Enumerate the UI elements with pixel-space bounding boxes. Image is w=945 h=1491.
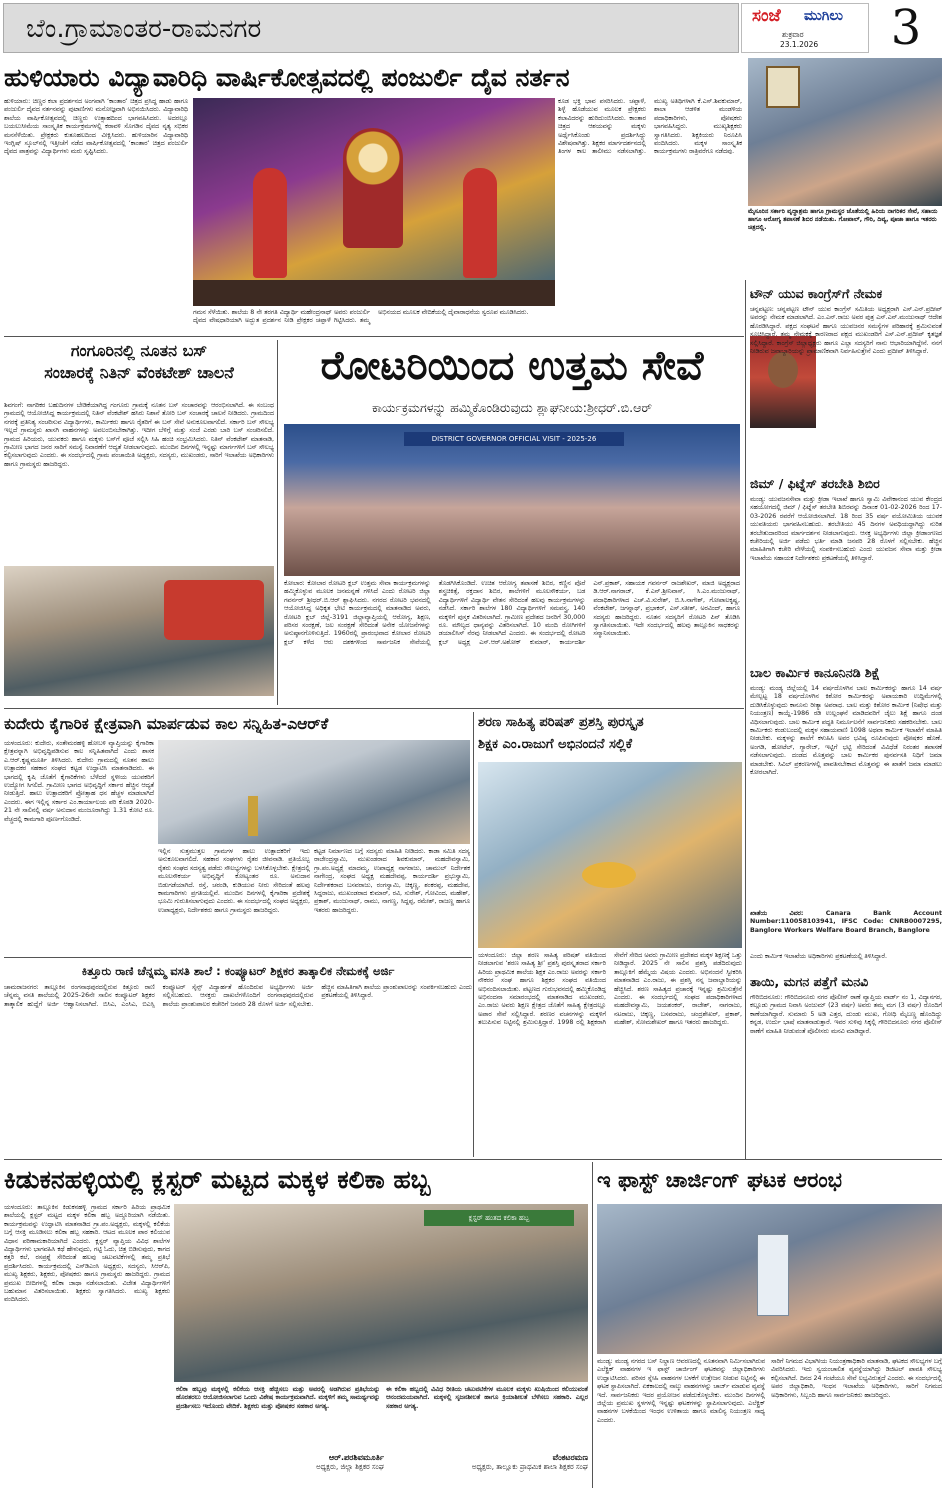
- story7-headline: ಕಿಡುಕನಹಳ್ಳಿಯಲ್ಲಿ ಕ್ಲಸ್ಟರ್ ಮಟ್ಟದ ಮಕ್ಕಳ ಕಲಿಕಾ ಹಬ್ಬ: [4, 1165, 431, 1194]
- paper-day: ಶುಕ್ರವಾರ: [782, 30, 804, 39]
- story7-quote2: ಈ ಕಲಿಕಾ ಹಬ್ಬದಲ್ಲಿ ವಿವಿಧ ರೀತಿಯ ಚಟುವಟಿಕೆಗಳ ಮೂಲಕ ಮಕ್ಕಳು ಖುಷಿಯಿಂದ ಕಲಿಯುವಂತೆ ಆನಂದಮಯವಾಗಿದೆ. ಮಕ್ಕಳಲ್ಲಿ ಸೃಜನಶೀಲತೆ ಹಾಗೂ ಕ್ರಿಯಾಶೀಲತೆ ಬೆಳೆಸಲು ಸಹಕಾರಿ. ಎಲ್ಲರ ಸಹಕಾರ ಅಗತ್ಯ.: [386, 1386, 588, 1410]
- story7-text: ಯಳಂದೂರು: ತಾಲ್ಲೂಕಿನ ಕಿಡುಕನಹಳ್ಳಿ ಗ್ರಾಮದ ಸರ್ಕಾರಿ ಹಿರಿಯ ಪ್ರಾಥಮಿಕ ಶಾಲೆಯಲ್ಲಿ ಕ್ಲಸ್ಟರ್ ಮಟ್ಟದ ಮಕ್ಕಳ ಕಲಿಕಾ ಹಬ್ಬ ಅದ್ದೂರಿಯಾಗಿ ನಡೆಯಿತು. ಕಾರ್ಯಕ್ರಮವನ್ನು ಉದ್ಘಾಟಿಸಿ ಮಾತನಾಡಿದ ಗ್ರಾ.ಪಂ.ಅಧ್ಯಕ್ಷರು, ಮಕ್ಕಳಲ್ಲಿ ಕಲಿಕೆಯ ಬಗ್ಗೆ ಆಸಕ್ತಿ ಮೂಡಿಸಲು ಕಲಿಕಾ ಹಬ್ಬ ಸಹಕಾರಿ. ಆಟದ ಮೂಲಕ ಪಾಠ ಕಲಿಯುವ ವಿಧಾನ ಪರಿಣಾಮಕಾರಿಯಾಗಿದೆ ಎಂದರು. ಕ್ಲಸ್ಟರ್ ವ್ಯಾಪ್ತಿಯ ವಿವಿಧ ಶಾಲೆಗಳ ವಿದ್ಯಾರ್ಥಿಗಳು ಭಾಗವಹಿಸಿ ಕಥೆ ಹೇಳುವುದು, ಗಟ್ಟಿ ಓದು, ಚಿತ್ರ ಬಿಡಿಸುವುದು, ಕಾಗದ ಕತ್ತರಿ ಕಲೆ, ರಸಪ್ರಶ್ನೆ ಸೇರಿದಂತೆ ಹಲವು ಚಟುವಟಿಕೆಗಳಲ್ಲಿ ತಮ್ಮ ಪ್ರತಿಭೆ ಪ್ರದರ್ಶಿಸಿದರು. ಕಾರ್ಯಕ್ರಮದಲ್ಲಿ ಎಸ್‌ಡಿಎಂಸಿ ಅಧ್ಯಕ್ಷರು, ಸದಸ್ಯರು, ಸಿಆರ್‌ಪಿ, ಮುಖ್ಯ ಶಿಕ್ಷಕರು, ಶಿಕ್ಷಕರು, ಪೋಷಕರು ಹಾಗೂ ಗ್ರಾಮಸ್ಥರು ಹಾಜರಿದ್ದರು. ಗ್ರಾಮದ ಪ್ರಮುಖ ಬೀದಿಗಳಲ್ಲಿ ಕಲಿಕಾ ಜಾಥಾ ನಡೆಸಲಾಯಿತು. ವಿಜೇತ ವಿದ್ಯಾರ್ಥಿಗಳಿಗೆ ಬಹುಮಾನ ವಿತರಿಸಲಾಯಿತು. ಶಿಕ್ಷಕರು ಸ್ವಾಗತಿಸಿದರು. ಮುಖ್ಯ ಶಿಕ್ಷಕರು ವಂದಿಸಿದರು.: [4, 1204, 170, 1304]
- story5-headline-line2: ಶಿಕ್ಷಕ ಎಂ.ರಾಜುಗೆ ಅಭಿನಂದನೆ ಸಲ್ಲಿಕೆ: [478, 737, 633, 752]
- brief3-text: ಮಂಡ್ಯ: ಮಂಡ್ಯ ಜಿಲ್ಲೆಯಲ್ಲಿ 14 ವರ್ಷದೊಳಗಿನ ಬಾಲ ಕಾರ್ಮಿಕರನ್ನು ಹಾಗೂ 14 ವರ್ಷ ಮೇಲ್ಪಟ್ಟ 18 ವರ್ಷದೊಳಗಿನ ಕಿಶೋರ ಕಾರ್ಮಿಕರನ್ನು ಅಪಾಯಕಾರಿ ಉದ್ದಿಮೆಗಳಲ್ಲಿ ದುಡಿಸಿಕೊಳ್ಳುವುದು ಕಾನೂನು ರೀತ್ಯಾ ಅಪರಾಧ. ಬಾಲ ಮತ್ತು ಕಿಶೋರ ಕಾರ್ಮಿಕ (ನಿಷೇಧ ಮತ್ತು ನಿಯಂತ್ರಣ) ಕಾಯ್ದೆ-1986 ರಡಿ ಉಲ್ಲಂಘನೆ ಮಾಡಿದವರಿಗೆ ಜೈಲು ಶಿಕ್ಷೆ ಹಾಗೂ ದಂಡ ವಿಧಿಸಲಾಗುವುದು. ಬಾಲ ಕಾರ್ಮಿಕ ಪದ್ಧತಿ ನಿರ್ಮೂಲನೆಗೆ ಸಾರ್ವಜನಿಕರು ಸಹಕರಿಸಬೇಕು. ಬಾಲ ಕಾರ್ಮಿಕರು ಕಂಡುಬಂದಲ್ಲಿ ಮಕ್ಕಳ ಸಹಾಯವಾಣಿ 1098 ಅಥವಾ ಕಾರ್ಮಿಕ ಇಲಾಖೆಗೆ ಮಾಹಿತಿ ನೀಡಬೇಕು. ಮಕ್ಕಳನ್ನು ಶಾಲೆಗೆ ಕಳುಹಿಸಿ ಅವರ ಭವಿಷ್ಯ ರೂಪಿಸುವುದು ಪೋಷಕರ ಹೊಣೆ. ಅಂಗಡಿ, ಹೋಟೆಲ್, ಗ್ಯಾರೇಜ್, ಇಟ್ಟಿಗೆ ಭಟ್ಟಿ ಸೇರಿದಂತೆ ವಿವಿಧೆಡೆ ನಿರಂತರ ತಪಾಸಣೆ ನಡೆಸಲಾಗುವುದು. ದಂಡದ ಮೊತ್ತವನ್ನು ಬಾಲ ಕಾರ್ಮಿಕರ ಪುನರ್ವಸತಿ ನಿಧಿಗೆ ಜಮಾ ಮಾಡಬೇಕು. ಸಿವಿಲ್ ಪ್ರಕರಣಗಳಲ್ಲಿ ಪಾವತಿಸಬೇಕಾದ ಮೊತ್ತವನ್ನು ಈ ಖಾತೆಗೆ ಜಮಾ ಮಾಡಲು ಕೋರಲಾಗಿದೆ.: [750, 685, 942, 777]
- divider-col-rotary: [277, 340, 278, 705]
- story1-dance-photo: [193, 98, 555, 306]
- divider-col-sharana: [473, 712, 474, 1157]
- quote1-role: ಅಧ್ಯಕ್ಷರು, ಜಿಲ್ಲಾ ಶಿಕ್ಷಕರ ಸಂಘ: [316, 1463, 384, 1471]
- divider-row2: [4, 708, 744, 709]
- story7-quote1-author: [270, 1452, 384, 1488]
- story3-rotary-photo: [284, 424, 740, 576]
- story4-right-text: ಕಟ್ಟಡ ನಿರ್ಮಾಣದ ಬಗ್ಗೆ ಸದಸ್ಯರು ಮಾಹಿತಿ ನೀಡಿದರು. ಕಾಡಾ ಸಮಿತಿ ಸದಸ್ಯ ರಾಜೇಂದ್ರಸ್ವಾಮಿ, ಮುಖಂಡರಾದ ಶಿವಕುಮಾರ್, ಮಹದೇವಸ್ವಾಮಿ, ಗ್ರಾ.ಪಂ.ಅಧ್ಯಕ್ಷೆ ಮಾದಮ್ಮ, ಉಪಾಧ್ಯಕ್ಷ ನಾಗರಾಜು, ಚಾಮುಲ್ ನಿರ್ದೇಶಕ ನಾಗೇಂದ್ರ, ಸಂಘದ ಅಧ್ಯಕ್ಷ ಮಹದೇವಪ್ಪ, ಕಾರ್ಯದರ್ಶಿ ಪ್ರಭುಸ್ವಾಮಿ, ನಿರ್ದೇಶಕರಾದ ಬಸವರಾಜು, ರಂಗಸ್ವಾಮಿ, ಚಿಕ್ಕಣ್ಣ, ಶಂಕರಪ್ಪ, ಮಹದೇವ, ಸಿದ್ದರಾಜು, ಮುಖಂಡರಾದ ಕುಮಾರ್, ರವಿ, ಸುರೇಶ್, ಗೋವಿಂದ, ಮಹೇಶ್, ಪ್ರಕಾಶ್, ಮಂಜುನಾಥ್, ರಾಮು, ನಾಗಣ್ಣ, ಸಿದ್ದಪ್ಪ, ರಮೇಶ್, ರಾಜಣ್ಣ ಹಾಗೂ ಇತರರು ಹಾಜರಿದ್ದರು.: [314, 848, 470, 914]
- garland-icon: [582, 862, 636, 888]
- story2-text: ಶಿವಗಂಗೆ: ನಾಗರಿಕರ ಬಹುದಿನಗಳ ಬೇಡಿಕೆಯಾಗಿದ್ದ ಗಂಗೂರು ಗ್ರಾಮಕ್ಕೆ ನೂತನ ಬಸ್ ಸಂಚಾರವನ್ನು ಆರಂಭಿಸಲಾಗಿದೆ. ಈ ಸಂಬಂಧ ಗ್ರಾಮದಲ್ಲಿ ಆಯೋಜಿಸಿದ್ದ ಕಾರ್ಯಕ್ರಮದಲ್ಲಿ ನಿತಿನ್ ವೆಂಕಟೇಶ್ ಹಸಿರು ನಿಶಾನೆ ತೋರಿ ಬಸ್ ಸಂಚಾರಕ್ಕೆ ಚಾಲನೆ ನೀಡಿದರು. ಗ್ರಾಮದಿಂದ ನಗರಕ್ಕೆ ಪ್ರತಿನಿತ್ಯ ಸಂಚರಿಸುವ ವಿದ್ಯಾರ್ಥಿಗಳು, ಕಾರ್ಮಿಕರು ಹಾಗೂ ರೈತರಿಗೆ ಈ ಬಸ್ ಸೇವೆ ಅನುಕೂಲವಾಗಲಿದೆ. ಸರ್ಕಾರಿ ಬಸ್ ಸೌಲಭ್ಯ ಇಲ್ಲದೆ ಗ್ರಾಮಸ್ಥರು ಖಾಸಗಿ ವಾಹನಗಳನ್ನು ಅವಲಂಬಿಸಬೇಕಾಗಿತ್ತು. ಇದೀಗ ಬೆಳಿಗ್ಗೆ ಮತ್ತು ಸಂಜೆ ಎರಡು ಬಾರಿ ಬಸ್ ಸಂಚರಿಸಲಿದೆ. ಗ್ರಾಮದ ಹಿರಿಯರು, ಯುವಕರು ಹಾಗೂ ಮಕ್ಕಳು ಬಸ್‌ಗೆ ಪೂಜೆ ಸಲ್ಲಿಸಿ ಸಿಹಿ ಹಂಚಿ ಸಂಭ್ರಮಿಸಿದರು. ನಿತಿನ್ ವೆಂಕಟೇಶ್ ಮಾತನಾಡಿ, ಗ್ರಾಮೀಣ ಭಾಗದ ಜನರ ಸಾರಿಗೆ ಸಮಸ್ಯೆ ನಿವಾರಣೆಗೆ ಆದ್ಯತೆ ನೀಡಲಾಗುವುದು. ಮುಂದಿನ ದಿನಗಳಲ್ಲಿ ಇನ್ನಷ್ಟು ಮಾರ್ಗಗಳಿಗೆ ಬಸ್ ಸೌಲಭ್ಯ ಕಲ್ಪಿಸಲಾಗುವುದು ಎಂದರು. ಈ ಸಂದರ್ಭದಲ್ಲಿ ಗ್ರಾಮ ಪಂಚಾಯಿತಿ ಅಧ್ಯಕ್ಷರು, ಸದಸ್ಯರು, ಮುಖಂಡರು, ಸಾರಿಗೆ ಇಲಾಖೆಯ ಅಧಿಕಾರಿಗಳು ಹಾಗೂ ಗ್ರಾಮಸ್ಥರು ಹಾಜರಿದ್ದರು.: [4, 402, 274, 468]
- charging-station-icon: [757, 1234, 789, 1316]
- page-number: 3: [890, 0, 922, 56]
- stage-floor: [193, 280, 555, 306]
- story8-charging-photo: [597, 1204, 942, 1354]
- brief1-text: ಚನ್ನಪಟ್ಟಣ: ಚನ್ನಪಟ್ಟಣ ಟೌನ್ ಯುವ ಕಾಂಗ್ರೆಸ್ ಸಮಿತಿಯ ಅಧ್ಯಕ್ಷರಾಗಿ ಎಸ್.ಎನ್.ಪ್ರದೀಪ್ ಅವರನ್ನು ನೇಮಕ ಮಾಡಲಾಗಿದೆ. ಎಂ.ಎನ್.ರಾಜು ಅವರ ಪುತ್ರ ಎಸ್.ಎನ್.ಮಂಜುನಾಥ್ ಆದೇಶ ಹೊರಡಿಸಿದ್ದಾರೆ. ಪಕ್ಷದ ಸಂಘಟನೆ ಹಾಗೂ ಯುವಜನರ ಸಮಸ್ಯೆಗಳ ಪರಿಹಾರಕ್ಕೆ ಶ್ರಮಿಸುವಂತೆ ಸೂಚಿಸಿದ್ದಾರೆ. ತಮ್ಮ ನೇಮಕಕ್ಕೆ ಕಾರಣರಾದ ಪಕ್ಷದ ಮುಖಂಡರಿಗೆ ಎಸ್.ಎನ್.ಪ್ರದೀಪ್ ಕೃತಜ್ಞತೆ ಸಲ್ಲಿಸಿದ್ದಾರೆ. ಕಾಂಗ್ರೆಸ್ ಜಿಲ್ಲಾಧ್ಯಕ್ಷರು ಹಾಗೂ ಎಲ್ಲಾ ಸದಸ್ಯರಿಗೆ ನಾನು ಆಭಾರಿಯಾಗಿದ್ದೇನೆ. ನನಗೆ ನೀಡಿರುವ ಜವಾಬ್ದಾರಿಯನ್ನು ಪ್ರಾಮಾಣಿಕವಾಗಿ ನಿರ್ವಹಿಸುತ್ತೇನೆ ಎಂದು ಪ್ರದೀಪ್ ತಿಳಿಸಿದ್ದಾರೆ.: [750, 306, 942, 356]
- story2-headline-line2: ಸಂಚಾರಕ್ಕೆ ನಿತಿನ್ ವೆಂಕಟೇಶ್ ಚಾಲನೆ: [44, 363, 234, 382]
- brief3-text-end: ಎಂದು ಕಾರ್ಮಿಕ ಇಲಾಖೆಯ ಅಧಿಕಾರಿಗಳು ಪ್ರಕಟಣೆಯಲ್ಲಿ ತಿಳಿಸಿದ್ದಾರೆ.: [750, 953, 887, 960]
- divider-col-ev: [592, 1162, 593, 1488]
- story2-headline: [4, 340, 274, 400]
- paper-name-mugilu: ಮುಗಿಲು: [804, 8, 843, 24]
- story2-bus-photo: [4, 566, 274, 696]
- brief2-text: ಮಂಡ್ಯ: ಯುವಜನಸೇವಾ ಮತ್ತು ಕ್ರೀಡಾ ಇಲಾಖೆ ಹಾಗೂ ಸ್ವಾಮಿ ವಿವೇಕಾನಂದ ಯುವ ಕೇಂದ್ರದ ಸಹಯೋಗದಲ್ಲಿ ಜಿಮ್ / ಫಿಟ್ನೆಸ್ ತರಬೇತಿ ಶಿಬಿರವನ್ನು ದಿನಾಂಕ 01-02-2026 ರಿಂದ 17-03-2026 ರವರೆಗೆ ಆಯೋಜಿಸಲಾಗಿದೆ. 18 ರಿಂದ 35 ವರ್ಷ ವಯೋಮಿತಿಯ ಯುವಕ ಯುವತಿಯರು ಭಾಗವಹಿಸಬಹುದು. ತರಬೇತಿಯು 45 ದಿನಗಳ ಅವಧಿಯದ್ದಾಗಿದ್ದು ನುರಿತ ತರಬೇತುದಾರರಿಂದ ಮಾರ್ಗದರ್ಶನ ನೀಡಲಾಗುವುದು. ಆಸಕ್ತ ಅಭ್ಯರ್ಥಿಗಳು ಜಿಲ್ಲಾ ಕ್ರೀಡಾಂಗಣದ ಕಚೇರಿಯಲ್ಲಿ ಅರ್ಜಿ ಪಡೆದು ಭರ್ತಿ ಮಾಡಿ ಜನವರಿ 28 ರೊಳಗೆ ಸಲ್ಲಿಸಬೇಕು. ಹೆಚ್ಚಿನ ಮಾಹಿತಿಗಾಗಿ ಕಚೇರಿ ವೇಳೆಯಲ್ಲಿ ಸಂಪರ್ಕಿಸಬಹುದು ಎಂದು ಯುವಜನ ಸೇವಾ ಮತ್ತು ಕ್ರೀಡಾ ಇಲಾಖೆಯ ಸಹಾಯಕ ನಿರ್ದೇಶಕರು ಪ್ರಕಟಣೆಯಲ್ಲಿ ತಿಳಿಸಿದ್ದಾರೆ.: [750, 496, 942, 562]
- lamp-icon: [248, 796, 258, 836]
- story5-headline-line1: ಶರಣ ಸಾಹಿತ್ಯ ಪರಿಷತ್ ಪ್ರಶಸ್ತಿ ಪುರಸ್ಕೃತ: [478, 715, 644, 730]
- brief2-headline: ಜಿಮ್ / ಫಿಟ್ನೆಸ್ ತರಬೇತಿ ಶಿಬಿರ: [750, 476, 880, 491]
- story6-headline: ಕಿತ್ತೂರು ರಾಣಿ ಚೆನ್ನಮ್ಮ ವಸತಿ ಶಾಲೆ : ಕಂಪ್ಯೂಟರ್ ಶಿಕ್ಷಕರ ತಾತ್ಕಾಲಿಕ ನೇಮಕಕ್ಕೆ ಅರ್ಜಿ: [81, 964, 395, 978]
- story4-mid-text: ಇಲ್ಲಿನ ಸುತ್ತಮುತ್ತಲ ಗ್ರಾಮಗಳ ಹಾಲು ಉತ್ಪಾದಕರಿಗೆ ಇದು ಅನುಕೂಲವಾಗಲಿದೆ. ಸಹಕಾರ ಸಂಘಗಳು ರೈತರ ಜೀವನಾಡಿ. ಪ್ರತಿಯೊಬ್ಬ ರೈತರು ಸಂಘದ ಸದಸ್ಯತ್ವ ಪಡೆದು ಸೌಲಭ್ಯಗಳನ್ನು ಬಳಸಿಕೊಳ್ಳಬೇಕು. ಕ್ಷೇತ್ರದಲ್ಲಿ ಮೂಲಸೌಕರ್ಯ ಅಭಿವೃದ್ಧಿಗೆ ಕೋಟ್ಯಂತರ ರೂ. ಅನುದಾನ ಬಿಡುಗಡೆಯಾಗಿದೆ. ರಸ್ತೆ, ಚರಂಡಿ, ಕುಡಿಯುವ ನೀರು ಸೇರಿದಂತೆ ಹಲವು ಕಾಮಗಾರಿಗಳು ಪ್ರಗತಿಯಲ್ಲಿವೆ. ಮುಂದಿನ ದಿನಗಳಲ್ಲಿ ಕೈಗಾರಿಕಾ ಪ್ರದೇಶಕ್ಕೆ ಭೂಮಿ ಗುರುತಿಸಲಾಗುವುದು ಎಂದರು. ಈ ಸಂದರ್ಭದಲ್ಲಿ ಸಂಘದ ಅಧ್ಯಕ್ಷರು, ಉಪಾಧ್ಯಕ್ಷರು, ನಿರ್ದೇಶಕರು ಹಾಗೂ ಗ್ರಾಮಸ್ಥರು ಹಾಜರಿದ್ದರು.: [158, 848, 310, 914]
- masthead-logo: [741, 3, 869, 53]
- portrait-frame-icon: [766, 66, 800, 108]
- story4-inauguration-photo: [158, 740, 470, 844]
- divider-row4: [4, 1159, 942, 1160]
- story3-headline: ರೋಟರಿಯಿಂದ ಉತ್ತಮ ಸೇವೆ: [320, 343, 704, 389]
- quote2-role: ಅಧ್ಯಕ್ಷರು, ತಾಲ್ಲೂಕು ಪ್ರಾಥಮಿಕ ಶಾಲಾ ಶಿಕ್ಷಕರ ಸಂಘ: [471, 1463, 588, 1471]
- story5-headline: [478, 712, 742, 760]
- story7-children-photo: [174, 1204, 588, 1382]
- story8-right-text: ಸಾರಿಗೆ ನಿಗಮದ ವಿಭಾಗೀಯ ನಿಯಂತ್ರಣಾಧಿಕಾರಿ ಮಾತನಾಡಿ, ಘಟಕದ ಸೌಲಭ್ಯಗಳ ಬಗ್ಗೆ ವಿವರಿಸಿದರು. ಇದು ಸ್ವಯಂಚಾಲಿತ ವ್ಯವಸ್ಥೆಯಾಗಿದ್ದು ಡಿಜಿಟಲ್ ಪಾವತಿ ಸೌಲಭ್ಯ ಕಲ್ಪಿಸಲಾಗಿದೆ. ದಿನದ 24 ಗಂಟೆಯೂ ಸೇವೆ ಲಭ್ಯವಿರುತ್ತದೆ ಎಂದರು. ಈ ಸಂದರ್ಭದಲ್ಲಿ ಅಪರ ಜಿಲ್ಲಾಧಿಕಾರಿ, ಇಂಧನ ಇಲಾಖೆಯ ಅಧಿಕಾರಿಗಳು, ಸಾರಿಗೆ ನಿಗಮದ ಅಧಿಕಾರಿಗಳು, ಸಿಬ್ಬಂದಿ ಹಾಗೂ ಸಾರ್ವಜನಿಕರು ಹಾಜರಿದ್ದರು.: [771, 1358, 942, 1399]
- story5-text: ಯಳಂದೂರು: ಜಿಲ್ಲಾ ಶರಣ ಸಾಹಿತ್ಯ ಪರಿಷತ್ ವತಿಯಿಂದ ನೀಡಲಾಗುವ ‘ಶರಣ ಸಾಹಿತ್ಯ ಶ್ರೀ’ ಪ್ರಶಸ್ತಿ ಪುರಸ್ಕೃತರಾದ ಸರ್ಕಾರಿ ಹಿರಿಯ ಪ್ರಾಥಮಿಕ ಶಾಲೆಯ ಶಿಕ್ಷಕ ಎಂ.ರಾಜು ಅವರನ್ನು ಸರ್ಕಾರಿ ನೌಕರರ ಸಂಘ ಹಾಗೂ ಶಿಕ್ಷಕರ ಸಂಘದ ವತಿಯಿಂದ ಅಭಿನಂದಿಸಲಾಯಿತು. ಪಟ್ಟಣದ ಗುರುಭವನದಲ್ಲಿ ಹಮ್ಮಿಕೊಂಡಿದ್ದ ಅಭಿನಂದನಾ ಸಮಾರಂಭದಲ್ಲಿ ಮಾತನಾಡಿದ ಮುಖಂಡರು, ಎಂ.ರಾಜು ಅವರು ಶಿಕ್ಷಣ ಕ್ಷೇತ್ರದ ಜೊತೆಗೆ ಸಾಹಿತ್ಯ ಕ್ಷೇತ್ರದಲ್ಲೂ ಅಪಾರ ಸೇವೆ ಸಲ್ಲಿಸಿದ್ದಾರೆ. ಶರಣರ ವಚನಗಳನ್ನು ಮಕ್ಕಳಿಗೆ ತಲುಪಿಸುವ ನಿಟ್ಟಿನಲ್ಲಿ ಶ್ರಮಿಸುತ್ತಿದ್ದಾರೆ. 1998 ರಲ್ಲಿ ಶಿಕ್ಷಕರಾಗಿ ಸೇವೆಗೆ ಸೇರಿದ ಅವರು ಗ್ರಾಮೀಣ ಪ್ರದೇಶದ ಮಕ್ಕಳ ಶಿಕ್ಷಣಕ್ಕೆ ಒತ್ತು ನೀಡಿದ್ದಾರೆ. 2025 ನೇ ಸಾಲಿನ ಪ್ರಶಸ್ತಿ ಪಡೆದಿರುವುದು ತಾಲ್ಲೂಕಿಗೆ ಹೆಮ್ಮೆಯ ವಿಷಯ ಎಂದರು. ಅಭಿನಂದನೆ ಸ್ವೀಕರಿಸಿ ಮಾತನಾಡಿದ ಎಂ.ರಾಜು, ಈ ಪ್ರಶಸ್ತಿ ನನ್ನ ಜವಾಬ್ದಾರಿಯನ್ನು ಹೆಚ್ಚಿಸಿದೆ. ಶರಣ ಸಾಹಿತ್ಯದ ಪ್ರಚಾರಕ್ಕೆ ಇನ್ನಷ್ಟು ಶ್ರಮಿಸುತ್ತೇನೆ ಎಂದರು. ಈ ಸಂದರ್ಭದಲ್ಲಿ ಸಂಘದ ಪದಾಧಿಕಾರಿಗಳಾದ ಮಹದೇವಸ್ವಾಮಿ, ಜಯಶಂಕರ್, ರಾಜೇಶ್, ನಾಗರಾಜು, ನಟರಾಜು, ಚಿಕ್ಕಣ್ಣ, ಬಸವರಾಜು, ಚಂದ್ರಶೇಖರ್, ಪ್ರಕಾಶ್, ಮಹೇಶ್, ಸೋಮಶೇಖರ್ ಹಾಗೂ ಇತರರು ಹಾಜರಿದ್ದರು.: [478, 952, 742, 1027]
- story1-left-text: ಹುಳಿಯಾರು: ಚಿಣ್ಣರ ಕಲಾ ಪ್ರದರ್ಶನದ ಅಂಗವಾಗಿ ‘ಕಾಂತಾರ’ ಚಿತ್ರದ ಪ್ರಸಿದ್ಧ ಹಾಡು ಹಾಗೂ ಪಂಜುರ್ಲಿ ದೈವದ ನರ್ತನವನ್ನು ಪುಟಾಣಿಗಳು ಮನೋಜ್ಞವಾಗಿ ಅಭಿನಯಿಸಿದರು. ವಿದ್ಯಾವಾರಿಧಿ ಶಾಲೆಯ ವಾರ್ಷಿಕೋತ್ಸವದಲ್ಲಿ ಚಿಣ್ಣರು ಉತ್ಸಾಹದಿಂದ ಭಾಗವಹಿಸಿದರು. ಅದರಲ್ಲೂ ಬಯಲುಸೀಮೆಯ ಸಾಂಸ್ಕೃತಿಕ ಕಾರ್ಯಕ್ರಮಗಳಲ್ಲಿ ಕರಾವಳಿ ಸೊಗಡಿನ ದೈವದ ನೃತ್ಯ ಸಭಿಕರ ಮನಸೆಳೆಯಿತು. ಪ್ರೇಕ್ಷಕರು ಕುತೂಹಲದಿಂದ ವೀಕ್ಷಿಸಿದರು. ಹುಳಿಯಾರಿನ ವಿದ್ಯಾವಾರಿಧಿ ಇಂಗ್ಲಿಷ್ ಸ್ಕೂಲ್‌ನಲ್ಲಿ ಇತ್ತೀಚೆಗೆ ನಡೆದ ವಾರ್ಷಿಕೋತ್ಸವದಲ್ಲಿ ‘ಕಾಂತಾರ’ ಚಿತ್ರದ ಪಂಜುರ್ಲಿ ದೈವದ ಪಾತ್ರವನ್ನು ವಿದ್ಯಾರ್ಥಿಗಳು ಮರು ಸೃಷ್ಟಿಸಿದರು.: [4, 98, 188, 156]
- story7-quote2-author: [420, 1452, 588, 1488]
- brief1-headline: ಟೌನ್ ಯುವ ಕಾಂಗ್ರೆಸ್‌ಗೆ ನೇಮಕ: [750, 286, 883, 301]
- divider-row3: [4, 957, 472, 958]
- story3-subhead: ಕಾರ್ಯಕ್ರಮಗಳನ್ನು ಹಮ್ಮಿಕೊಂಡಿರುವುದು ಶ್ಲಾಘನೀಯ:ಶ್ರೀಧರ್.ಬಿ.ಆರ್: [372, 400, 652, 415]
- divider-sidebar: [745, 280, 746, 1160]
- paper-date: 23.1.2026: [780, 40, 819, 49]
- story6-text: ಚಾಮರಾಜನಗರ: ತಾಲ್ಲೂಕಿನ ರಂಗನಾಥಪುರದಲ್ಲಿರುವ ಕಿತ್ತೂರು ರಾಣಿ ಚೆನ್ನಮ್ಮ ವಸತಿ ಶಾಲೆಯಲ್ಲಿ 2025-26ನೇ ಸಾಲಿನ ಕಂಪ್ಯೂಟರ್ ಶಿಕ್ಷಕರ ತಾತ್ಕಾಲಿಕ ಹುದ್ದೆಗೆ ಅರ್ಜಿ ಆಹ್ವಾನಿಸಲಾಗಿದೆ. ಬಿಸಿಎ, ಎಂಸಿಎ, ಬಿಎಸ್ಸಿ ಕಂಪ್ಯೂಟರ್ ಸೈನ್ಸ್ ವಿದ್ಯಾರ್ಹತೆ ಹೊಂದಿರುವ ಅಭ್ಯರ್ಥಿಗಳು ಅರ್ಜಿ ಸಲ್ಲಿಸಬಹುದು. ಆಸಕ್ತರು ದಾಖಲೆಗಳೊಂದಿಗೆ ರಂಗನಾಥಪುರದಲ್ಲಿರುವ ಶಾಲೆಯ ಪ್ರಾಂಶುಪಾಲರ ಕಚೇರಿಗೆ ಜನವರಿ 28 ರೊಳಗೆ ಅರ್ಜಿ ಸಲ್ಲಿಸಬೇಕು. ಹೆಚ್ಚಿನ ಮಾಹಿತಿಗಾಗಿ ಶಾಲೆಯ ಪ್ರಾಂಶುಪಾಲರನ್ನು ಸಂಪರ್ಕಿಸಬಹುದು ಎಂದು ಪ್ರಕಟಣೆಯಲ್ಲಿ ತಿಳಿಸಿದ್ದಾರೆ.: [4, 984, 472, 1008]
- brief3-headline: ಬಾಲ ಕಾರ್ಮಿಕ ಕಾನೂನಿನಡಿ ಶಿಕ್ಷೆ: [750, 665, 880, 680]
- dancer-right-icon: [463, 168, 497, 278]
- event-banner: DISTRICT GOVERNOR OFFICIAL VISIT - 2025-26: [404, 432, 624, 446]
- story2-headline-line1: ಗಂಗೂರಿನಲ್ಲಿ ನೂತನ ಬಸ್: [70, 341, 208, 360]
- story1-under-photo-text: ಗಮನ ಸೆಳೆಯಿತು. ಶಾಲೆಯ 8 ನೇ ತರಗತಿ ವಿದ್ಯಾರ್ಥಿ ಮಹೇಂದ್ರನಾಥ್ ಅವರು ಪಂಜುರ್ಲಿ ದೈವದ ವೇಷಧಾರಿಯಾಗಿ ಅದ್ಭುತ ಪ್ರದರ್ಶನ ನೀಡಿ ಪ್ರೇಕ್ಷಕರ ಚಪ್ಪಾಳೆ ಗಿಟ್ಟಿಸಿದರು. ತಮ್ಮ ಅಭಿನಯದ ಮೂಲಕ ವೇದಿಕೆಯಲ್ಲಿ ದೈವಾರಾಧನೆಯ ಸ್ವರೂಪ ಮೂಡಿಸಿದರು.: [193, 309, 529, 325]
- story4-left-text: ಯಳಂದೂರು: ಕುದೇರು, ಸಂತೇಮರಹಳ್ಳಿ ಹೋಬಳಿ ವ್ಯಾಪ್ತಿಯನ್ನು ಕೈಗಾರಿಕಾ ಕ್ಷೇತ್ರವನ್ನಾಗಿ ಅಭಿವೃದ್ಧಿಪಡಿಸುವ ಕಾಲ ಸನ್ನಿಹಿತವಾಗಿದೆ ಎಂದು ಶಾಸಕ ಎ.ಆರ್.ಕೃಷ್ಣಮೂರ್ತಿ ತಿಳಿಸಿದರು. ಕುದೇರು ಗ್ರಾಮದಲ್ಲಿ ನೂತನ ಹಾಲು ಉತ್ಪಾದಕರ ಸಹಕಾರ ಸಂಘದ ಕಟ್ಟಡ ಉದ್ಘಾಟಿಸಿ ಮಾತನಾಡಿದರು. ಈ ಭಾಗದಲ್ಲಿ ಕೃಷಿ ಜೊತೆಗೆ ಕೈಗಾರಿಕೆಗಳು ಬೆಳೆದರೆ ಸ್ಥಳೀಯ ಯುವಕರಿಗೆ ಉದ್ಯೋಗ ಸಿಗಲಿದೆ. ಗ್ರಾಮೀಣ ಭಾಗದ ಅಭಿವೃದ್ಧಿಗೆ ಸರ್ಕಾರ ಹೆಚ್ಚಿನ ಆದ್ಯತೆ ನೀಡುತ್ತಿದೆ. ಹಾಲು ಉತ್ಪಾದಕರಿಗೆ ಪ್ರೋತ್ಸಾಹ ಧನ ಹೆಚ್ಚಳ ಮಾಡಲಾಗಿದೆ ಎಂದರು. ಈಗ ಇಲ್ಲಿನ್ನ ಸರ್ಕಾರ ಎಂ.ಕಾರ್ಯಾಲಯ ಪರಿ ಕೊಠಡಿ 2020-21 ನೇ ಸಾಲಿನಲ್ಲಿ ವರ್ಷ ಅನುದಾನ ಮಂಜೂರಾಗಿದ್ದು 1.31 ಕೋಟಿ ರೂ. ವೆಚ್ಚದಲ್ಲಿ ಕಾಮಗಾರಿ ಪೂರ್ಣಗೊಂಡಿದೆ.: [4, 740, 154, 823]
- sidebar-elders-photo: [748, 58, 942, 206]
- story4-headline: ಕುದೇರು ಕೈಗಾರಿಕ ಕ್ಷೇತ್ರವಾಗಿ ಮಾರ್ಪಡುವ ಕಾಲ ಸನ್ನಿಹಿತ-ಎಆರ್‌ಕೆ: [4, 715, 329, 733]
- story7-quote1: ಕಲಿಕಾ ಹಬ್ಬವು ಮಕ್ಕಳಲ್ಲಿ ಕಲಿಕೆಯ ಆಸಕ್ತಿ ಹೆಚ್ಚಿಸಲು ಮತ್ತು ಅವರಲ್ಲಿ ಅಡಗಿರುವ ಪ್ರತಿಭೆಯನ್ನು ಹೊರತರಲು ಆಯೋಜಿಸಲಾಗುವ ಒಂದು ವಿಶೇಷ ಕಾರ್ಯಕ್ರಮವಾಗಿದೆ. ಮಕ್ಕಳಿಗೆ ತಮ್ಮ ಸಾಮರ್ಥ್ಯವನ್ನು ಪ್ರದರ್ಶಿಸಲು ಇದೊಂದು ವೇದಿಕೆ. ಶಿಕ್ಷಕರು ಮತ್ತು ಪೋಷಕರ ಸಹಕಾರ ಅಗತ್ಯ.: [176, 1386, 380, 1410]
- deity-figure-icon: [343, 128, 403, 248]
- story1-right-text: ಕೂಡ ಭಕ್ತಿ ಭಾವ ಪಸರಿಸಿದರು. ಚಪ್ಪಾಳೆ, ಶಿಳ್ಳೆ ಹೊಡೆಯುವ ಮೂಲಕ ಪ್ರೇಕ್ಷಕರು ಕಲಾವಿದರನ್ನು ಹುರಿದುಂಬಿಸಿದರು. ಕಾಂತಾರ ಚಿತ್ರದ ಆಶಯವನ್ನು ಮಕ್ಕಳು ಅರ್ಥೈಸಿಕೊಂಡು ಪ್ರದರ್ಶಿಸಿದ್ದು ವಿಶೇಷವಾಗಿತ್ತು. ಶಿಕ್ಷಕರ ಮಾರ್ಗದರ್ಶನದಲ್ಲಿ ತಿಂಗಳ ಕಾಲ ತಾಲೀಮು ನಡೆಸಲಾಗಿತ್ತು. ಮುಖ್ಯ ಅತಿಥಿಗಳಾಗಿ ಕೆ.ಎಸ್.ಶಿವಕುಮಾರ್, ಶಾಲಾ ಆಡಳಿತ ಮಂಡಳಿಯ ಪದಾಧಿಕಾರಿಗಳು, ಪೋಷಕರು ಭಾಗವಹಿಸಿದ್ದರು. ಮುಖ್ಯಶಿಕ್ಷಕರು ಸ್ವಾಗತಿಸಿದರು. ಶಿಕ್ಷಕಿಯರು ನಿರೂಪಿಸಿ ವಂದಿಸಿದರು. ಮಕ್ಕಳ ಸಾಂಸ್ಕೃತಿಕ ಕಾರ್ಯಕ್ರಮಗಳು ರಾತ್ರಿವರೆಗೂ ನಡೆದವು.: [558, 98, 742, 156]
- divider-row1: [4, 336, 744, 337]
- event-banner-kalika: ಕ್ಲಸ್ಟರ್ ಹಂತದ ಕಲಿಕಾ ಹಬ್ಬ: [424, 1210, 574, 1226]
- story5-felicitation-photo: [478, 762, 742, 948]
- brief4-text: ಗೌರಿಬಿದನೂರು: ಗೌರಿಬಿದನೂರು ನಗರ ಪೊಲೀಸ್ ಠಾಣೆ ವ್ಯಾಪ್ತಿಯ ವಾರ್ಡ್ ನಂ 1, ವಿದ್ಯಾನಗರ, ಕಲ್ಲೂಡು ಗ್ರಾಮದ ನಿವಾಸಿ ಅಂಜುಮ್ (23 ವರ್ಷ) ಅವರು ತಮ್ಮ ಮಗ (3 ವರ್ಷ) ರೊಂದಿಗೆ ಕಾಣೆಯಾಗಿದ್ದಾರೆ. ಸುಮಾರು 5 ಅಡಿ ಎತ್ತರ, ದುಂಡು ಮುಖ, ಗೋಧಿ ಮೈಬಣ್ಣ ಹೊಂದಿದ್ದು ಕನ್ನಡ, ಉರ್ದು ಭಾಷೆ ಮಾತನಾಡುತ್ತಾರೆ. ಇವರ ಸುಳಿವು ಸಿಕ್ಕಲ್ಲಿ ಗೌರಿಬಿದನೂರು ನಗರ ಪೊಲೀಸ್ ಠಾಣೆಗೆ ಮಾಹಿತಿ ನೀಡುವಂತೆ ಪೊಲೀಸರು ಮನವಿ ಮಾಡಿದ್ದಾರೆ.: [750, 994, 942, 1035]
- paper-name-sanje: ಸಂಜೆ: [752, 6, 781, 26]
- quote1-name: ಆರ್.ಪರಶಿವಮೂರ್ತಿ: [328, 1453, 384, 1462]
- section-banner: [3, 3, 739, 53]
- story8-headline: ಇ ಫಾಸ್ಟ್ ಚಾರ್ಜಿಂಗ್ ಘಟಕ ಆರಂಭ: [597, 1168, 842, 1192]
- story8-left-text: ಮಂಡ್ಯ: ಮಂಡ್ಯ ನಗರದ ಬಸ್ ನಿಲ್ದಾಣ ಆವರಣದಲ್ಲಿ ನೂತನವಾಗಿ ನಿರ್ಮಿಸಲಾಗಿರುವ ಎಲೆಕ್ಟ್ರಿಕ್ ವಾಹನಗಳ ಇ ಫಾಸ್ಟ್ ಚಾರ್ಜಿಂಗ್ ಘಟಕವನ್ನು ಜಿಲ್ಲಾಧಿಕಾರಿಗಳು ಉದ್ಘಾಟಿಸಿದರು. ಪರಿಸರ ಸ್ನೇಹಿ ವಾಹನಗಳ ಬಳಕೆಗೆ ಉತ್ತೇಜನ ನೀಡುವ ನಿಟ್ಟಿನಲ್ಲಿ ಈ ಘಟಕ ಸ್ಥಾಪಿಸಲಾಗಿದೆ. ಏಕಕಾಲದಲ್ಲಿ ನಾಲ್ಕು ವಾಹನಗಳನ್ನು ಚಾರ್ಜ್ ಮಾಡುವ ವ್ಯವಸ್ಥೆ ಇದೆ. ಸಾರ್ವಜನಿಕರು ಇದರ ಪ್ರಯೋಜನ ಪಡೆದುಕೊಳ್ಳಬೇಕು. ಮುಂದಿನ ದಿನಗಳಲ್ಲಿ ಜಿಲ್ಲೆಯ ಪ್ರಮುಖ ಸ್ಥಳಗಳಲ್ಲಿ ಇನ್ನಷ್ಟು ಘಟಕಗಳನ್ನು ಸ್ಥಾಪಿಸಲಾಗುವುದು. ಎಲೆಕ್ಟ್ರಿಕ್ ವಾಹನಗಳ ಬಳಕೆಯಿಂದ ಇಂಧನ ಉಳಿತಾಯ ಹಾಗೂ ಮಾಲಿನ್ಯ ನಿಯಂತ್ರಣ ಸಾಧ್ಯ ಎಂದರು.: [597, 1358, 765, 1424]
- quote2-name: ವೆಂಕಟರಮಣ: [552, 1453, 588, 1462]
- story3-text: ಕೋಲಾರ: ಕೋಲಾರ ರೋಟರಿ ಕ್ಲಬ್ ಉತ್ತಮ ಸೇವಾ ಕಾರ್ಯಕ್ರಮಗಳನ್ನು ಹಮ್ಮಿಕೊಳ್ಳುವ ಮೂಲಕ ಜನಮನ್ನಣೆ ಗಳಿಸಿದೆ ಎಂದು ರೋಟರಿ ಜಿಲ್ಲಾ ಗವರ್ನರ್ ಶ್ರೀಧರ್.ಬಿ.ಆರ್ ಶ್ಲಾಘಿಸಿದರು. ನಗರದ ರೋಟರಿ ಭವನದಲ್ಲಿ ಆಯೋಜಿಸಿದ್ದ ಅಧಿಕೃತ ಭೇಟಿ ಕಾರ್ಯಕ್ರಮದಲ್ಲಿ ಮಾತನಾಡಿದ ಅವರು, ರೋಟರಿ ಕ್ಲಬ್ ಜಿಲ್ಲೆ-3191 ಜಿಲ್ಲಾವ್ಯಾಪ್ತಿಯಲ್ಲಿ ಆರೋಗ್ಯ, ಶಿಕ್ಷಣ, ಪರಿಸರ ಸಂರಕ್ಷಣೆ, ಜಲ ಸಂರಕ್ಷಣೆ ಸೇರಿದಂತೆ ಅನೇಕ ಯೋಜನೆಗಳನ್ನು ಅನುಷ್ಠಾನಗೊಳಿಸುತ್ತಿದೆ. 1960ರಲ್ಲಿ ಪ್ರಾರಂಭವಾದ ಕೋಲಾರ ರೋಟರಿ ಕ್ಲಬ್ ಕಳೆದ ಆರು ದಶಕಗಳಿಂದ ಸಾರ್ವಜನಿಕ ಸೇವೆಯಲ್ಲಿ ತೊಡಗಿಸಿಕೊಂಡಿದೆ. ಉಚಿತ ಆರೋಗ್ಯ ತಪಾಸಣೆ ಶಿಬಿರ, ಕಣ್ಣಿನ ಪೊರೆ ಶಸ್ತ್ರಚಿಕಿತ್ಸೆ, ರಕ್ತದಾನ ಶಿಬಿರ, ಶಾಲೆಗಳಿಗೆ ಮೂಲಸೌಕರ್ಯ, ಬಡ ವಿದ್ಯಾರ್ಥಿಗಳಿಗೆ ವಿದ್ಯಾರ್ಥಿ ವೇತನ ಸೇರಿದಂತೆ ಹಲವು ಕಾರ್ಯಕ್ರಮಗಳನ್ನು ನಡೆಸಿದೆ. ಸರ್ಕಾರಿ ಶಾಲೆಗಳ 180 ವಿದ್ಯಾರ್ಥಿಗಳಿಗೆ ಸಮವಸ್ತ್ರ, 140 ಮಕ್ಕಳಿಗೆ ಪುಸ್ತಕ ವಿತರಿಸಲಾಗಿದೆ. ಗ್ರಾಮೀಣ ಪ್ರದೇಶದ ಜನರಿಗೆ 30,000 ರೂ. ಮೌಲ್ಯದ ಧಾನ್ಯವನ್ನು ವಿತರಿಸಲಾಗಿದೆ. 10 ಮಂದಿ ರೋಗಿಗಳಿಗೆ ಡಯಾಲಿಸಿಸ್ ನೆರವು ನೀಡಲಾಗಿದೆ ಎಂದರು. ಈ ಸಂದರ್ಭದಲ್ಲಿ ರೋಟರಿ ಕ್ಲಬ್ ಅಧ್ಯಕ್ಷ ಎಸ್.ಆರ್.ಅಶೋಕ್ ಕುಮಾರ್, ಕಾರ್ಯದರ್ಶಿ ಎನ್.ಪ್ರಕಾಶ್, ಸಹಾಯಕ ಗವರ್ನರ್ ರಾಜಶೇಖರ್, ಮಾಜಿ ಅಧ್ಯಕ್ಷರಾದ ಡಿ.ಆರ್.ನಾಗರಾಜ್, ಕೆ.ಎನ್.ಶ್ರೀನಿವಾಸ್, ಸಿ.ಎಂ.ಮಂಜುನಾಥ್, ಪದಾಧಿಕಾರಿಗಳಾದ ಎಚ್.ವಿ.ಸುರೇಶ್, ಬಿ.ಸಿ.ನಾಗೇಶ್, ಗೋಪಾಲಕೃಷ್ಣ, ವೆಂಕಟೇಶ್, ಜಗನ್ನಾಥ್, ಪ್ರಭಾಕರ್, ಎಸ್.ಸತೀಶ್, ಅರವಿಂದ್, ಹಾಗೂ ಸದಸ್ಯರು ಹಾಜರಿದ್ದರು. ನೂತನ ಸದಸ್ಯರಿಗೆ ರೋಟರಿ ಪಿನ್ ತೊಡಿಸಿ ಸ್ವಾಗತಿಸಲಾಯಿತು. ಇದೇ ಸಂದರ್ಭದಲ್ಲಿ ಹಲವು ತಾಲ್ಲೂಕಿನ ಸಾಧಕರನ್ನು ಸನ್ಮಾನಿಸಲಾಯಿತು.: [284, 580, 740, 646]
- dancer-left-icon: [253, 168, 287, 278]
- brief3-bank-details: ಖಾತೆಯ ವಿವರ: Canara Bank Account Number:110058103941, IFSC Code: CNRB0007295, Banglore Workers Welfare Board Branch, Banglore: [750, 910, 942, 934]
- bus-icon: [164, 580, 264, 640]
- sidebar-elders-caption: ಮೈಸೂರಿನ ಸರ್ಕಾರಿ ವೃದ್ಧಾಶ್ರಮ ಹಾಗೂ ಗ್ರಾಮಸ್ಥರ ಜೊತೆಯಲ್ಲಿ ಹಿರಿಯ ನಾಗರಿಕರ ಸೇವೆ, ಸಹಾಯ ಹಾಗೂ ಆರೋಗ್ಯ ತಪಾಸಣೆ ಶಿಬಿರ ನಡೆಯಿತು. ಗೋಪಾಲ್, ಗೌರಿ, ದಿವ್ಯ, ಪೂಜಾ ಹಾಗೂ ಇತರರು ಚಿತ್ರದಲ್ಲಿ.: [748, 208, 938, 231]
- story1-headline: ಹುಳಿಯಾರು ವಿದ್ಯಾವಾರಿಧಿ ವಾರ್ಷಿಕೋತ್ಸವದಲ್ಲಿ ಪಂಜುರ್ಲಿ ದೈವ ನರ್ತನ: [4, 63, 570, 92]
- brief4-headline: ತಾಯಿ, ಮಗನ ಪತ್ತೆಗೆ ಮನವಿ: [750, 974, 869, 989]
- section-title: ಬೆಂ.ಗ್ರಾಮಾಂತರ-ರಾಮನಗರ: [26, 14, 262, 44]
